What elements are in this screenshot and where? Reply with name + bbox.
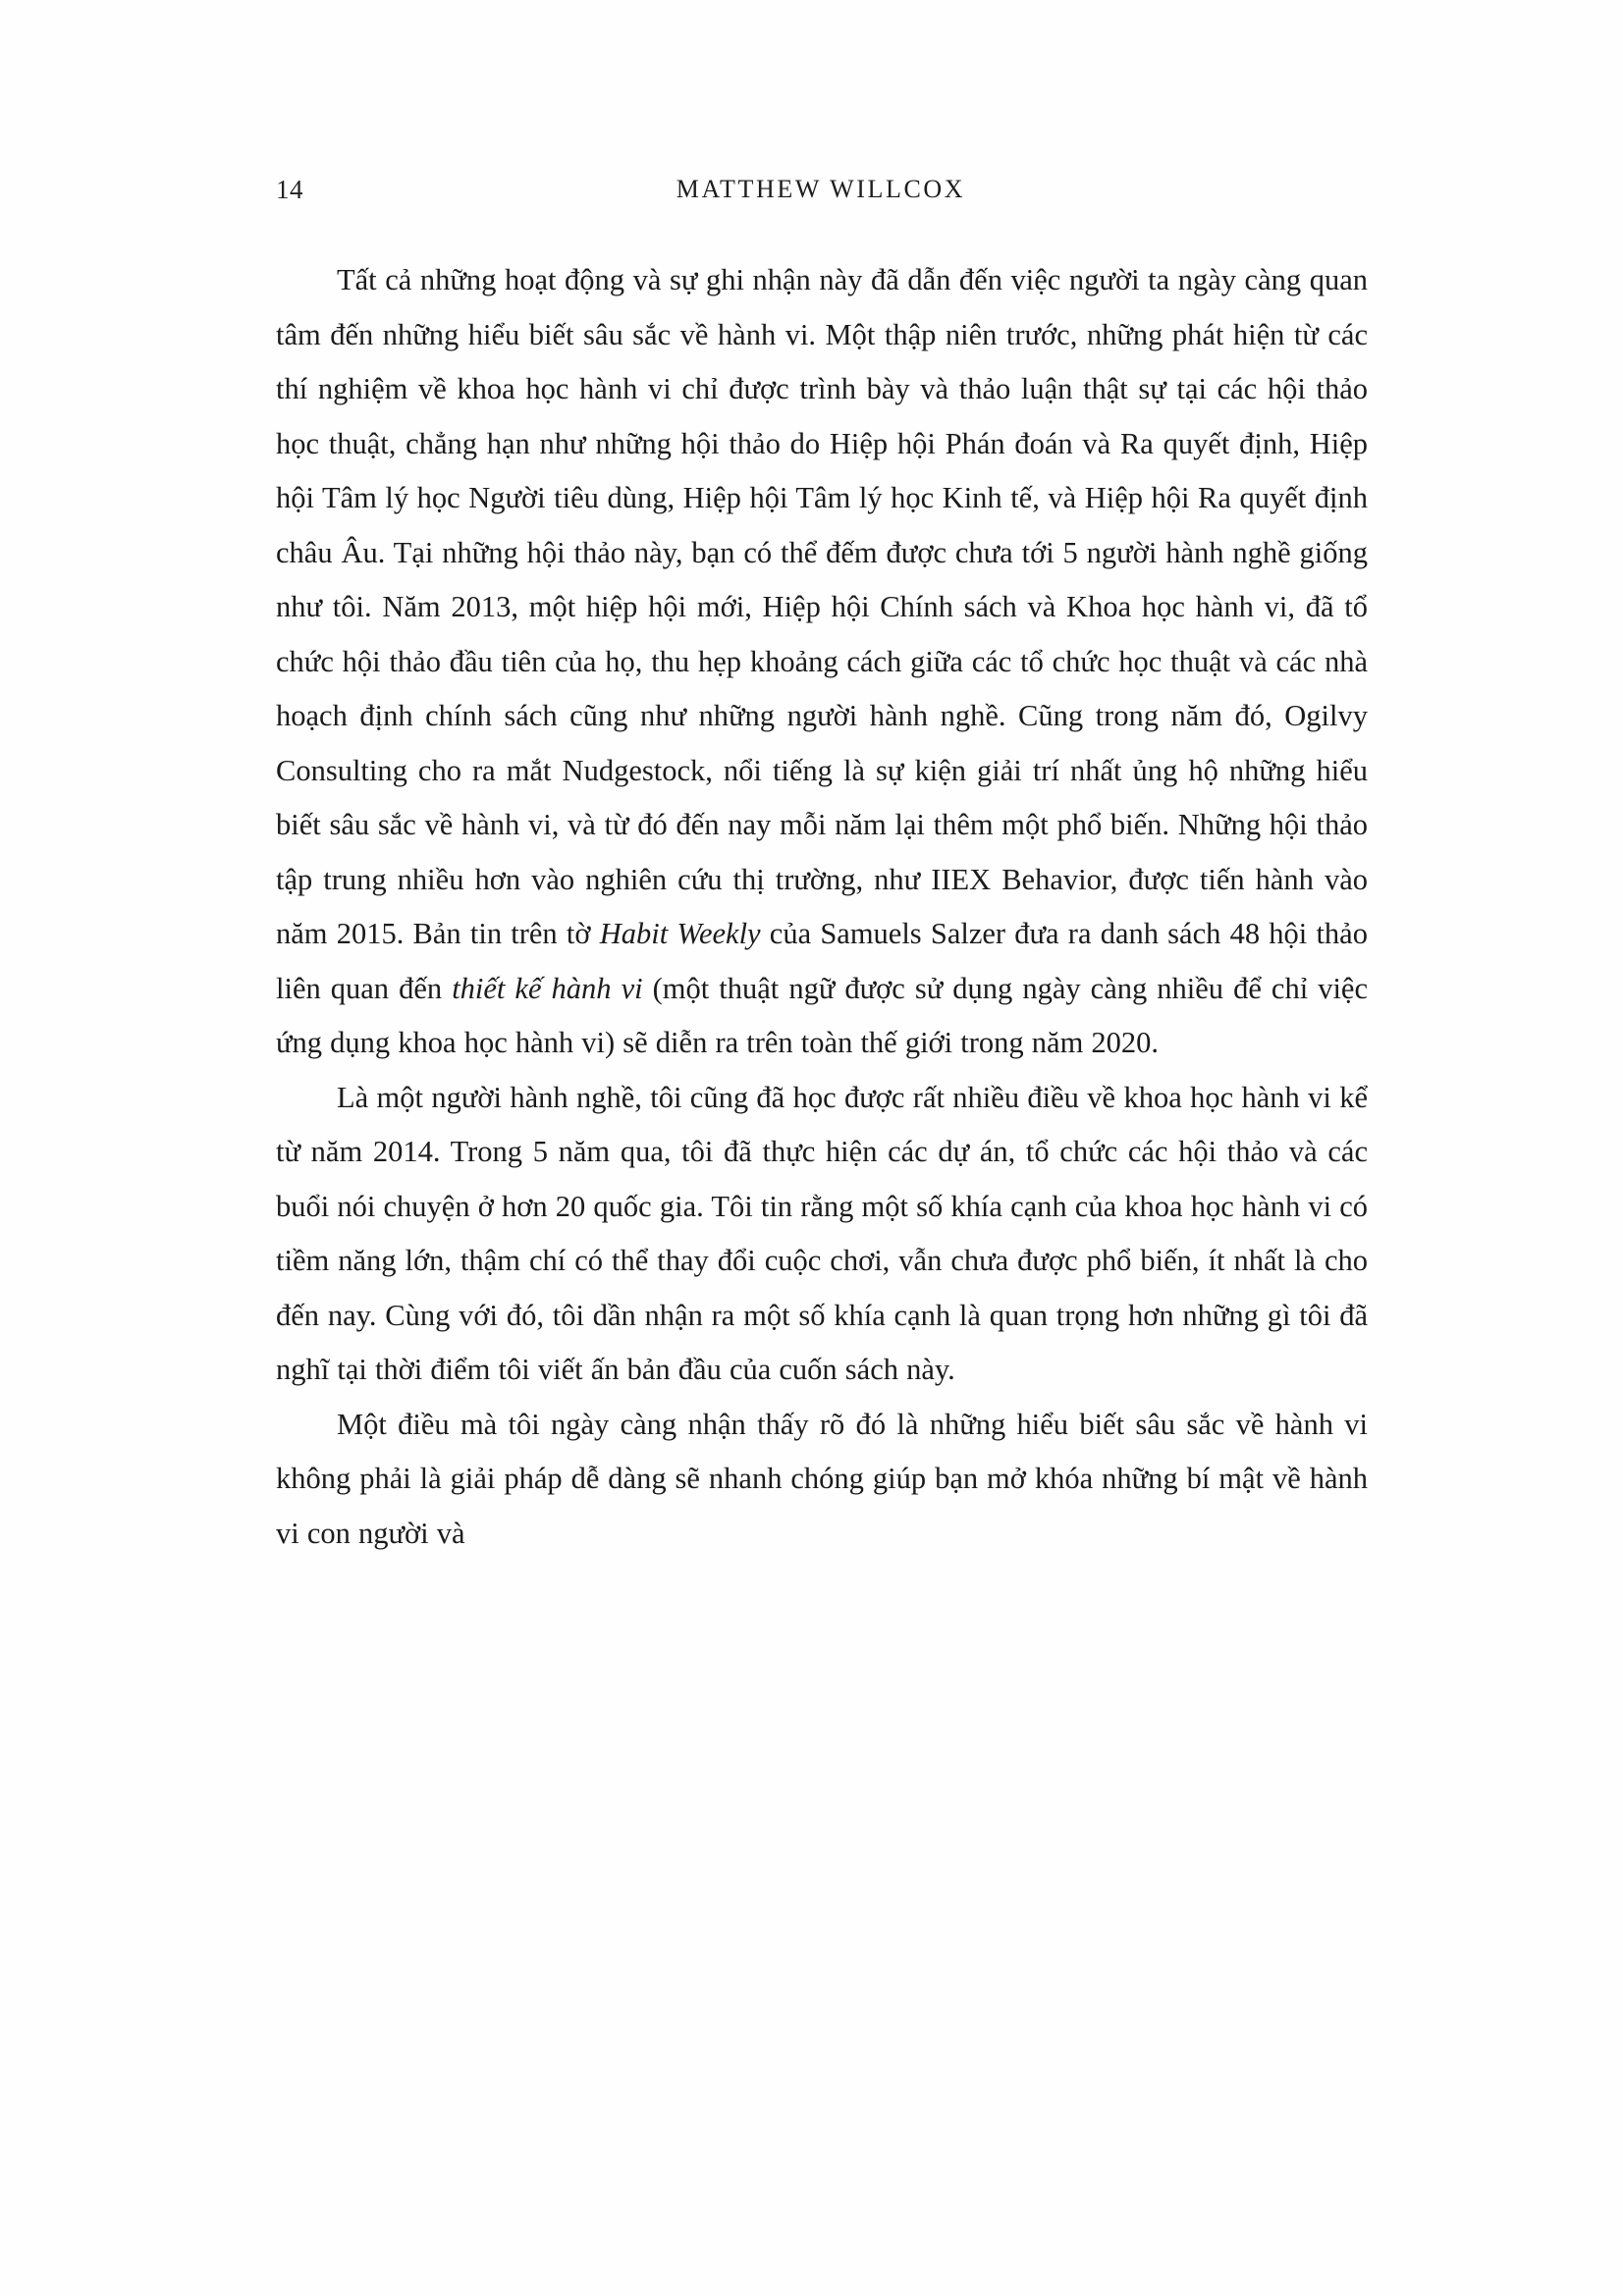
page-header [276,175,1366,208]
paragraph: Là một người hành nghề, tôi cũng đã học được rất nhiều điều về khoa học hành vi kể từ năm 2014. Trong 5 năm qua, tôi đã thực hiện các dự án, tổ chức các hội thảo và các buổi nói chuyện ở hơn 20 quốc gia. Tôi tin rằng một số khía cạnh của khoa học hành vi có tiềm năng lớn, thậm chí có thể thay đổi cuộc chơi, vẫn chưa được phổ biến, ít nhất là cho đến nay. Cùng với đó, tôi dần nhận ra một số khía cạnh là quan trọng hơn những gì tôi đã nghĩ tại thời điểm tôi viết ấn bản đầu của cuốn sách này. [276,1080,1368,1386]
emphasis-text: thiết kế hành vi [452,971,643,1005]
page-number: 14 [276,175,303,204]
running-title: MATTHEW WILLCOX [676,175,966,203]
paragraph: Tất cả những hoạt động và sự ghi nhận này đã dẫn đến việc người ta ngày càng quan tâm đến những hiểu biết sâu sắc về hành vi. Một thập niên trước, những phát hiện từ các thí nghiệm về khoa học hành vi chỉ được trình bày và thảo luận thật sự tại các hội thảo học thuật, chẳng hạn như những hội thảo do Hiệp hội Phán đoán và Ra quyết định, Hiệp hội Tâm lý học Người tiêu dùng, Hiệp hội Tâm lý học Kinh tế, và Hiệp hội Ra quyết định châu Âu. Tại những hội thảo này, bạn có thể đếm được chưa tới 5 người hành nghề giống như tôi. Năm 2013, một hiệp hội mới, Hiệp hội Chính sách và Khoa học hành vi, đã tổ chức hội thảo đầu tiên của họ, thu hẹp khoảng cách giữa các tổ chức học thuật và các nhà hoạch định chính sách cũng như những người hành nghề. Cũng trong năm đó, Ogilvy Consulting cho ra mắt Nudgestock, nổi tiếng là sự kiện giải trí nhất ủng hộ những hiểu biết sâu sắc về hành vi, và từ đó đến nay mỗi năm lại thêm một phổ biến. Những hội thảo tập trung nhiều hơn vào nghiên cứu thị trường, như IIEX Behavior, được tiến hành vào năm 2015. Bản tin trên tờ Habit Weekly của Samuels Salzer đưa ra danh sách 48 hội thảo liên quan đến thiết kế hành vi (một thuật ngữ được sử dụng ngày càng nhiều để chỉ việc ứng dụng khoa học hành vi) sẽ diễn ra trên toàn thế giới trong năm 2020. [276,263,1369,1059]
body-text [276,253,1368,1561]
paragraph: Một điều mà tôi ngày càng nhận thấy rõ đó là những hiểu biết sâu sắc về hành vi không phải là giải pháp dễ dàng sẽ nhanh chóng giúp bạn mở khóa những bí mật về hành vi con người và [276,1407,1368,1550]
emphasis-text: Habit Weekly [599,917,761,950]
